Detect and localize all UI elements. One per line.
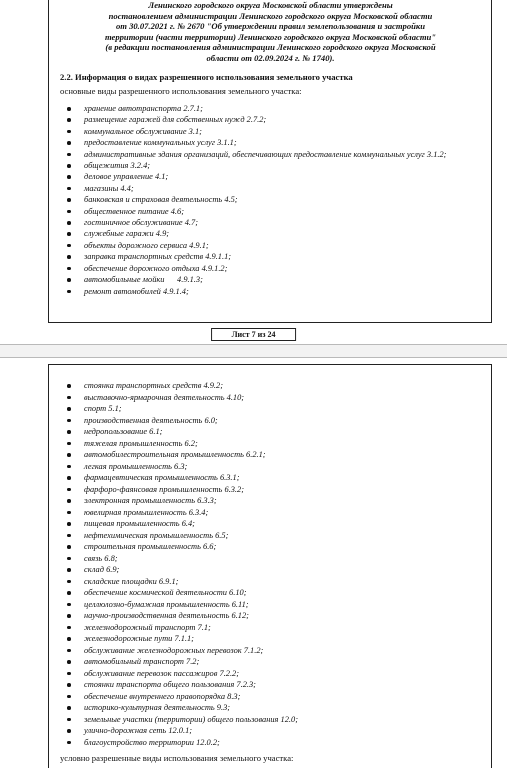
list-item: железнодорожный транспорт 7.1; (66, 622, 485, 634)
list-item: автомобильный транспорт 7.2; (66, 656, 485, 668)
list-item: выставочно-ярмарочная деятельность 4.10; (66, 392, 485, 404)
bullet-icon (67, 568, 71, 572)
document-page-2 (0, 358, 507, 768)
bullet-icon (67, 729, 71, 733)
list-item: связь 6.8; (66, 553, 485, 565)
bullet-icon (67, 130, 71, 134)
list-item: спорт 5.1; (66, 403, 485, 415)
list-item: земельные участки (территории) общего пользования 12.0; (66, 714, 485, 726)
bullet-icon (67, 384, 71, 388)
section-title: 2.2. Информация о видах разрешенного использования земельного участка (60, 72, 353, 82)
bullet-icon (67, 649, 71, 653)
bullet-icon (67, 267, 71, 271)
list-item: железнодорожные пути 7.1.1; (66, 633, 485, 645)
document-page-1 (0, 0, 507, 345)
header-line: от 30.07.2021 г. № 2670 "Об утверждении правил землепользования и застройки (115, 21, 426, 32)
bullet-icon (67, 175, 71, 179)
bullet-icon (67, 255, 71, 259)
page-frame-bottom (48, 322, 492, 323)
list-item: автомобильные мойки 4.9.1.3; (66, 274, 485, 285)
list-item: легкая промышленность 6.3; (66, 461, 485, 473)
bullet-icon (67, 164, 71, 168)
list-item: обеспечение дорожного отдыха 4.9.1.2; (66, 263, 485, 274)
bullet-icon (67, 626, 71, 630)
header-line: постановлением администрации Ленинского городского округа Московской области (108, 10, 433, 21)
bullet-icon (67, 396, 71, 400)
bullet-icon (67, 534, 71, 538)
header-line: Ленинского городского округа Московской области утверждены (148, 0, 393, 10)
list-item: историко-культурная деятельность 9.3; (66, 702, 485, 714)
list-item: строительная промышленность 6.6; (66, 541, 485, 553)
bullet-icon (67, 660, 71, 664)
bullet-icon (67, 430, 71, 434)
list-item: общественное питание 4.6; (66, 206, 485, 217)
list-item: гостиничное обслуживание 4.7; (66, 217, 485, 228)
bullet-icon (67, 580, 71, 584)
list-item: целлюлозно-бумажная промышленность 6.11; (66, 599, 485, 611)
section-subtitle: основные виды разрешенного использования земельного участка: (60, 86, 302, 96)
bullet-icon (67, 545, 71, 549)
bullet-icon (67, 442, 71, 446)
permitted-use-list-continued (66, 380, 485, 748)
list-item: складские площадки 6.9.1; (66, 576, 485, 588)
bullet-icon (67, 187, 71, 191)
bullet-icon (67, 718, 71, 722)
list-item: заправка транспортных средств 4.9.1.1; (66, 251, 485, 262)
list-item: обслуживание железнодорожных перевозок 7.1.2; (66, 645, 485, 657)
bullet-icon (67, 244, 71, 248)
list-item: обслуживание перевозок пассажиров 7.2.2; (66, 668, 485, 680)
header-line: области от 02.09.2024 г. № 1740). (206, 52, 335, 63)
list-item: электронная промышленность 6.3.3; (66, 495, 485, 507)
list-item: коммунальное обслуживание 3.1; (66, 126, 485, 137)
bullet-icon (67, 476, 71, 480)
list-item: научно-производственная деятельность 6.12; (66, 610, 485, 622)
bullet-icon (67, 741, 71, 745)
list-item: недропользование 6.1; (66, 426, 485, 438)
bullet-icon (67, 557, 71, 561)
list-item: предоставление коммунальных услуг 3.1.1; (66, 137, 485, 148)
page-frame-top (48, 364, 492, 365)
bullet-icon (67, 695, 71, 699)
header-line: (в редакции постановления администрации Ленинского городского округа Московской (105, 42, 436, 53)
bullet-icon (67, 278, 71, 282)
list-item: обеспечение космической деятельности 6.10; (66, 587, 485, 599)
list-item: фармацевтическая промышленность 6.3.1; (66, 472, 485, 484)
bullet-icon (67, 453, 71, 457)
bullet-icon (67, 141, 71, 145)
page-frame-left (48, 0, 49, 322)
list-item: фарфоро-фаянсовая промышленность 6.3.2; (66, 484, 485, 496)
page-frame-left (48, 364, 49, 768)
list-item: деловое управление 4.1; (66, 171, 485, 182)
list-item: размещение гаражей для собственных нужд 2.7.2; (66, 114, 485, 125)
list-item: автомобилестроительная промышленность 6.2.1; (66, 449, 485, 461)
bullet-icon (67, 107, 71, 111)
bullet-icon (67, 419, 71, 423)
bullet-icon (67, 672, 71, 676)
list-item: нефтехимическая промышленность 6.5; (66, 530, 485, 542)
list-item: обеспечение внутреннего правопорядка 8.3; (66, 691, 485, 703)
list-item: стоянка транспортных средств 4.9.2; (66, 380, 485, 392)
bullet-icon (67, 488, 71, 492)
bullet-icon (67, 603, 71, 607)
header-line: территории (части территории) Ленинского городского округа Московской области" (104, 31, 437, 42)
bullet-icon (67, 614, 71, 618)
bullet-icon (67, 499, 71, 503)
bullet-icon (67, 232, 71, 236)
bullet-icon (67, 153, 71, 157)
list-item: улично-дорожная сеть 12.0.1; (66, 725, 485, 737)
bullet-icon (67, 591, 71, 595)
conditional-use-heading: условно разрешенные виды использования земельного участка: (60, 753, 294, 763)
page-frame-right (491, 0, 492, 322)
bullet-icon (67, 118, 71, 122)
list-item: стоянки транспорта общего пользования 7.2.3; (66, 679, 485, 691)
list-item: магазины 4.4; (66, 183, 485, 194)
bullet-icon (67, 198, 71, 202)
bullet-icon (67, 407, 71, 411)
bullet-icon (67, 210, 71, 214)
bullet-icon (67, 637, 71, 641)
list-item: ремонт автомобилей 4.9.1.4; (66, 286, 485, 297)
bullet-icon (67, 706, 71, 710)
list-item: тяжелая промышленность 6.2; (66, 438, 485, 450)
bullet-icon (67, 683, 71, 687)
list-item: хранение автотранспорта 2.7.1; (66, 103, 485, 114)
bullet-icon (67, 290, 71, 294)
list-item: объекты дорожного сервиса 4.9.1; (66, 240, 485, 251)
bullet-icon (67, 221, 71, 225)
list-item: банковская и страховая деятельность 4.5; (66, 194, 485, 205)
page-frame-right (491, 364, 492, 768)
list-item: благоустройство территории 12.0.2; (66, 737, 485, 749)
bullet-icon (67, 522, 71, 526)
list-item: производственная деятельность 6.0; (66, 415, 485, 427)
permitted-use-list (66, 103, 485, 297)
list-item: общежития 3.2.4; (66, 160, 485, 171)
document-header (52, 0, 489, 64)
list-item: административные здания организаций, обеспечивающих предоставление коммунальных услуг 3.1.2; (66, 149, 485, 160)
list-item: склад 6.9; (66, 564, 485, 576)
list-item: служебные гаражи 4.9; (66, 228, 485, 239)
bullet-icon (67, 465, 71, 469)
page-separator (0, 345, 507, 358)
list-item: ювелирная промышленность 6.3.4; (66, 507, 485, 519)
bullet-icon (67, 511, 71, 515)
sheet-number-box: Лист 7 из 24 (211, 328, 297, 341)
list-item: пищевая промышленность 6.4; (66, 518, 485, 530)
